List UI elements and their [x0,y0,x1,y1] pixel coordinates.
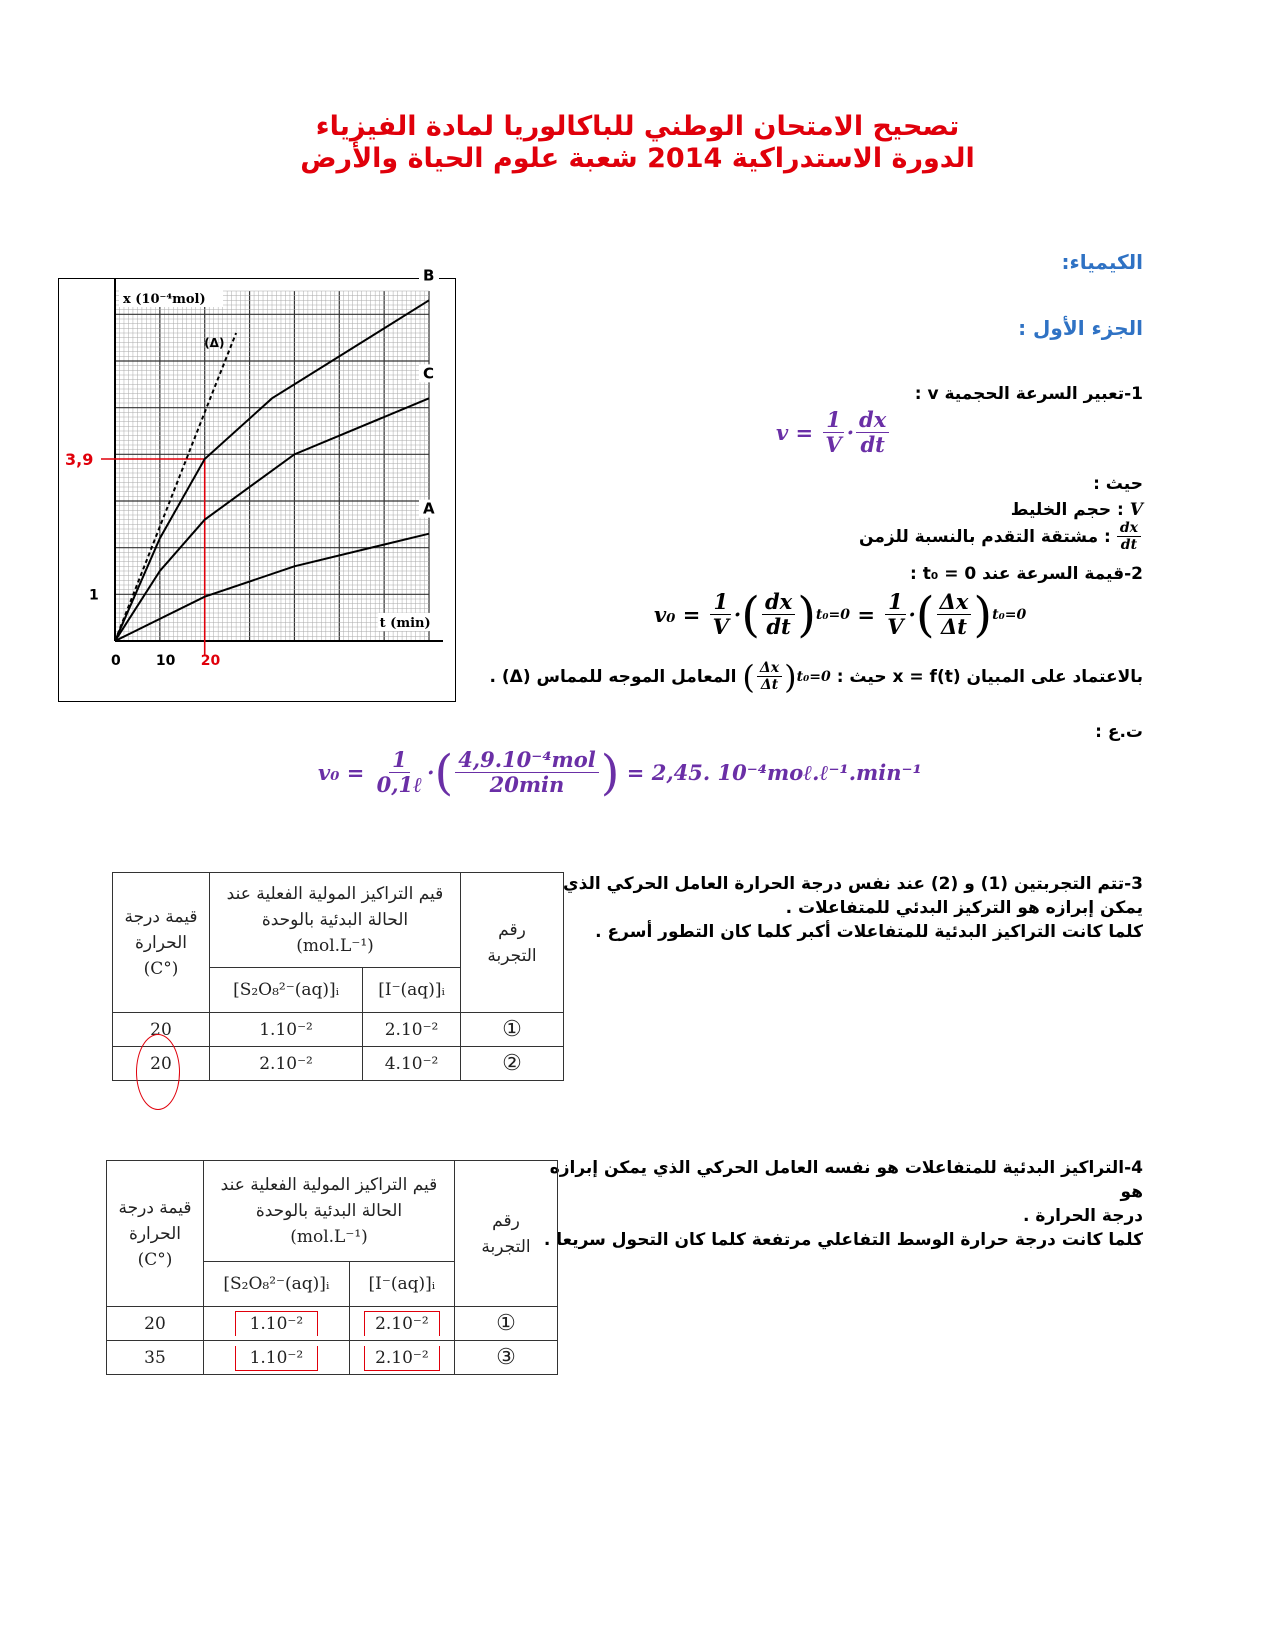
x-axis-label: t (min) [379,616,431,631]
t2-sub-s2o8: [S₂O₈²⁻(aq)]ᵢ [204,1262,350,1307]
q2-slope-n: Δx [757,660,782,677]
q2-d2: dt [766,614,791,640]
t2-col-temp-l3: (°C) [137,1249,173,1270]
t2-col-temp-l1: قيمة درجة [118,1197,192,1218]
t1-r1-num: ① [461,1013,564,1047]
q4-line3: كلما كانت درجة حرارة الوسط التفاعلي مرتفعة كلما كان التحول سريعا . [543,1230,1143,1250]
q2-n4: Δx [937,590,972,615]
chart-frame [58,266,456,702]
experiments-table-1 [112,872,564,1081]
series-label-delta: (Δ) [204,336,225,350]
title-line-2: الدورة الاستدراكية 2014 شعبة علوم الحياة والأرض [300,143,975,174]
t2-col-conc [204,1161,455,1262]
t1-col-temp-l2: الحرارة [134,932,188,953]
q2-formula: v₀ = $\frac{1}{V}$ · ( $\frac{dx}{dt}$ ) t₀=0 = $\frac{1}{V}$ · ( $\frac{\Delta x}{\Delta t}$ ) t₀=0 [654,586,1027,643]
y-axis-label: x (10⁻⁴mol) [123,292,206,307]
q2-graph-text-b: المعامل الموجه للمماس (Δ) . [489,666,737,687]
q4-text [543,1156,1143,1252]
q3-line3: كلما كانت التراكيز البدئية للمتفاعلات أكبر كلما كان التطور أسرع . [595,922,1143,942]
t2-r1-s2o8-val: 1.10⁻² [235,1311,319,1336]
q2-result-n1: 1 [389,748,410,773]
t2-col-exp-l1: رقم [492,1210,520,1231]
annotation-3-9: 3,9 [65,450,94,469]
q1-def-dx-num: dx [1117,520,1141,537]
q2-slope-sub: t₀=0 [796,668,831,685]
t1-col-temp [113,873,210,1013]
q2-result-d1: 0,1ℓ [376,772,423,798]
q2-eq: = [857,602,875,628]
t1-col-exp [461,873,564,1013]
q1-label: 1-تعبير السرعة الحجمية v : [914,384,1143,404]
y-tick-1: 1 [89,587,99,604]
t1-col-conc-l2: الحالة البدئية بالوحدة [261,910,409,930]
title-line-1: تصحيح الامتحان الوطني للباكالوريا لمادة الفيزياء [315,111,960,142]
t2-col-exp [455,1161,558,1307]
q2-n3: 1 [885,590,906,615]
chart-svg [59,266,457,703]
q4-line1: 4-التراكيز البدئية للمتفاعلات هو نفسه العامل الحركي الذي يمكن إبرازه هو [549,1158,1143,1202]
q3-text [543,872,1143,944]
series-label-C: C [423,364,435,383]
q1-def-dx [859,520,1143,553]
q2-d1: V [712,614,729,640]
t2-r2-temp: 35 [107,1341,204,1375]
q2-label: 2-قيمة السرعة عند t₀ = 0 : [909,564,1143,584]
q2-sub2: t₀=0 [992,606,1027,623]
t2-r2-i [349,1341,454,1375]
t1-col-exp-l1: رقم [498,919,526,940]
q1-where: حيث : [1093,474,1143,494]
t2-r2-i-val: 2.10⁻² [364,1346,440,1371]
q2-result-d2: 20min [489,772,565,798]
q1-den1: V [825,432,842,458]
t1-col-exp-l2: التجربة [487,945,537,966]
q1-num2: dx [856,408,889,433]
q2-lhs: v₀ = [654,602,701,628]
series-label-B: B [423,266,435,285]
q1-def-v-text: : حجم الخليط [1010,500,1124,520]
t1-sub-i: [I⁻(aq)]ᵢ [363,968,461,1013]
q2-graph-line [489,657,1143,696]
q1-def-dx-text: : مشتقة التقدم بالنسبة للزمن [859,526,1111,547]
t2-r2-num: ③ [455,1341,558,1375]
t2-r1-num: ① [455,1307,558,1341]
t2-r2-s2o8 [204,1341,350,1375]
t2-col-conc-l3: (mol.L⁻¹) [290,1227,368,1247]
t1-r1-s2o8: 1.10⁻² [210,1013,363,1047]
q1-den2: dt [860,432,885,458]
t1-col-conc-l3: (mol.L⁻¹) [296,936,374,956]
t1-col-temp-l3: (°C) [143,958,179,979]
x-tick-0: 0 [111,653,121,669]
q3-line1: 3-تتم التجربتين (1) و (2) عند نفس درجة الحرارة العامل الحركي الذي [563,874,1143,894]
q2-n2: dx [762,590,795,615]
q2-slope-d: Δt [760,677,779,694]
t1-col-conc-l1: قيم التراكيز المولية الفعلية عند [226,884,444,904]
t2-r1-temp: 20 [107,1307,204,1341]
t1-col-temp-l1: قيمة درجة [124,906,198,927]
t1-r1-i: 2.10⁻² [363,1013,461,1047]
experiments-table-2 [106,1160,558,1375]
q2-slope-symbol: ( $\frac{\Delta x}{\Delta t}$ ) t₀=0 [742,657,831,696]
t2-sub-i: [I⁻(aq)]ᵢ [349,1262,454,1307]
t1-r2-num: ② [461,1047,564,1081]
q2-d4: Δt [940,614,967,640]
series-label-A: A [423,499,435,518]
t2-r1-s2o8 [204,1307,350,1341]
t2-r1-i [349,1307,454,1341]
t2-col-temp [107,1161,204,1307]
t1-r2-temp: 20 [113,1047,210,1081]
t1-col-conc [210,873,461,968]
t2-col-conc-l2: الحالة البدئية بالوحدة [255,1201,403,1221]
q2-d3: V [887,614,904,640]
q2-result: v₀ = $\frac{1}{\text{0,1ℓ}}$ · ( $\frac{\text{4,9.10⁻⁴mol}}{20\min}$ ) = 2,45. 10⁻⁴moℓ.ℓ⁻¹.min⁻¹ [318,744,922,801]
q2-result-n2: 4,9.10⁻⁴mol [455,748,599,773]
t2-r2-s2o8-val: 1.10⁻² [235,1346,319,1371]
q2-n1: 1 [710,590,731,615]
part-one-heading: الجزء الأول : [1018,316,1143,340]
x-tick-10: 10 [155,653,176,669]
q2-graph-text-a: بالاعتماد على المبيان x = f(t) حيث : [836,666,1143,687]
q1-formula: v = $\frac{1}{V}$ · $\frac{dx}{dt}$ [776,408,891,457]
t1-sub-s2o8: [S₂O₈²⁻(aq)]ᵢ [210,968,363,1013]
t2-col-conc-l1: قيم التراكيز المولية الفعلية عند [220,1175,438,1195]
q2-result-rhs: = 2,45. 10⁻⁴moℓ.ℓ⁻¹.min⁻¹ [626,759,922,785]
x-tick-20: 20 [200,653,221,669]
t2-col-temp-l2: الحرارة [128,1223,182,1244]
q2-sub1: t₀=0 [815,606,850,623]
t1-r2-s2o8: 2.10⁻² [210,1047,363,1081]
q1-lhs: v = [776,420,814,446]
section-chemistry: الكيمياء: [1061,250,1143,274]
q1-def-dx-den: dt [1120,537,1138,554]
q1-def-v [1011,498,1143,522]
t2-col-exp-l2: التجربة [481,1236,531,1257]
q4-line2: درجة الحرارة . [1022,1206,1143,1226]
temp-highlight-ellipse [136,1034,180,1110]
t1-r2-i: 4.10⁻² [363,1047,461,1081]
q1-def-v-sym: V [1129,500,1143,520]
q2-num-app: ت.ع : [1095,722,1143,742]
q1-num1: 1 [823,408,844,433]
q3-line2: يمكن إبرازه هو التركيز البدئي للمتفاعلات . [785,898,1143,918]
t1-r1-temp: 20 [113,1013,210,1047]
q2-result-lhs: v₀ = [318,760,365,786]
t2-r1-i-val: 2.10⁻² [364,1311,440,1336]
